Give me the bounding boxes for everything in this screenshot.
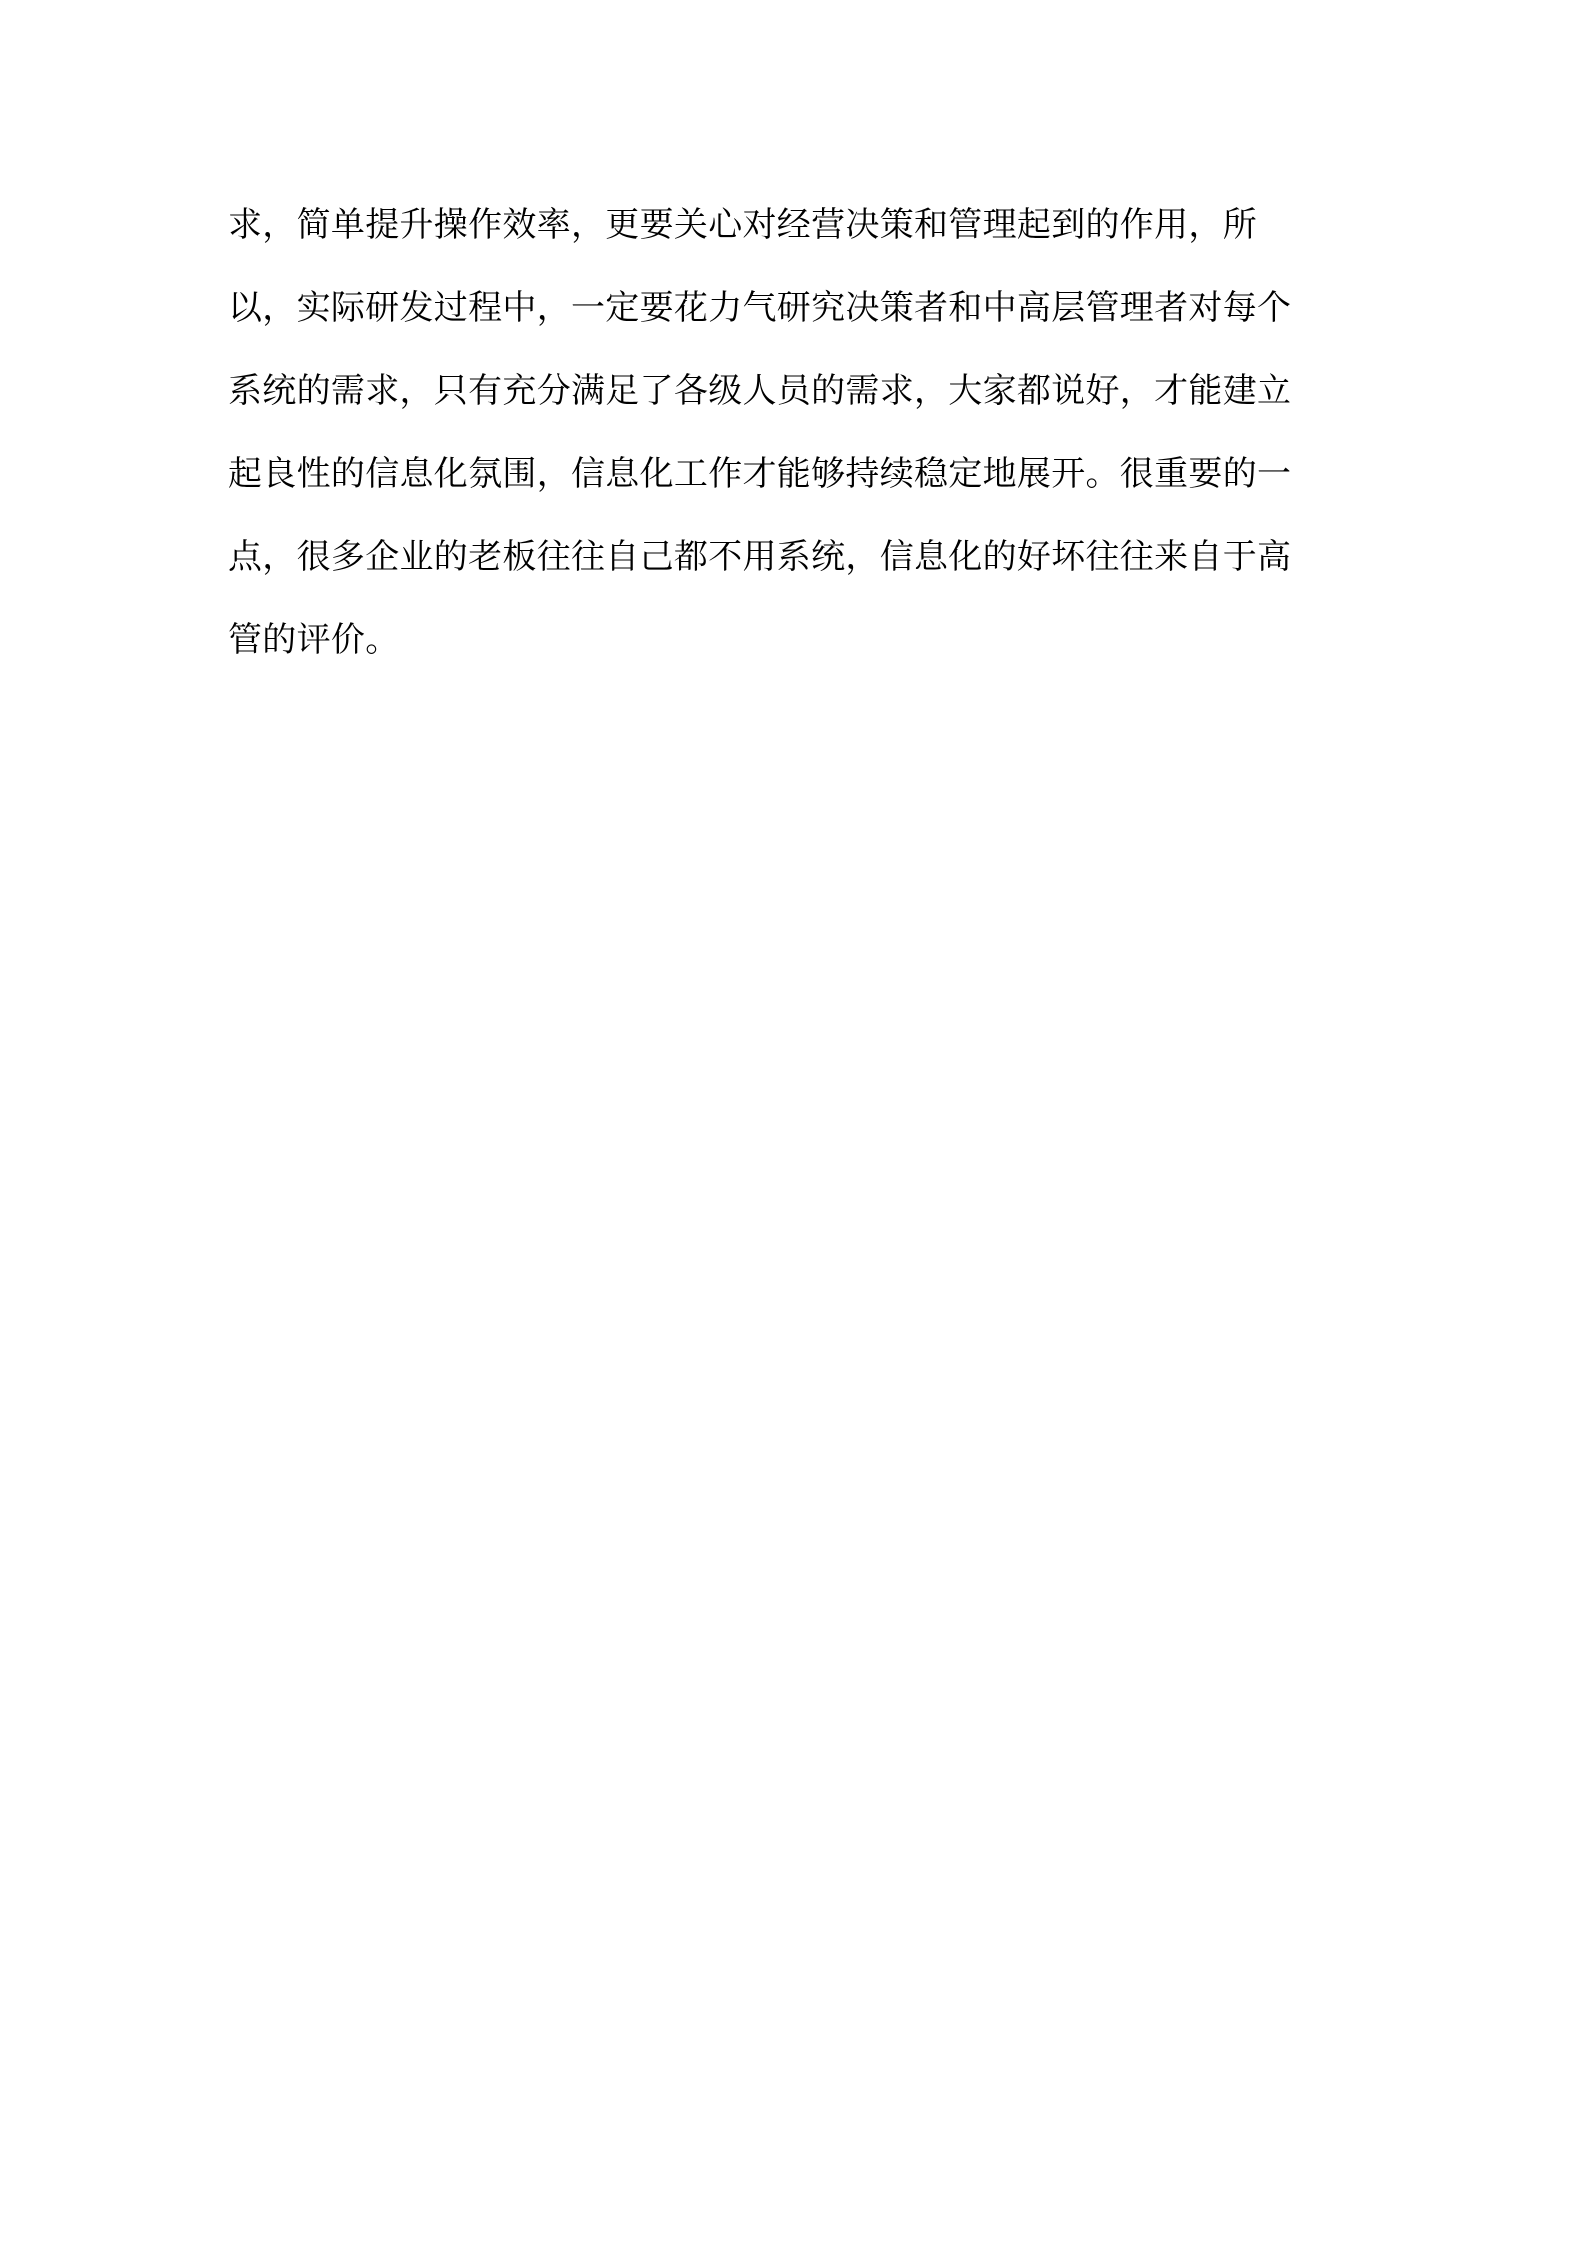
- paragraph: [228, 184, 1408, 682]
- text-line: 以，实际研发过程中，一定要花力气研究决策者和中高层管理者对每个: [228, 289, 1292, 327]
- text-line: 系统的需求，只有充分满足了各级人员的需求，大家都说好，才能建立: [228, 372, 1292, 410]
- text-line: 管的评价。: [228, 621, 400, 659]
- text-line: 点，很多企业的老板往往自己都不用系统，信息化的好坏往往来自于高: [228, 538, 1292, 576]
- text-line: 起良性的信息化氛围，信息化工作才能够持续稳定地展开。很重要的一: [228, 455, 1292, 493]
- text-line: 求，简单提升操作效率，更要关心对经营决策和管理起到的作用，所: [228, 206, 1257, 244]
